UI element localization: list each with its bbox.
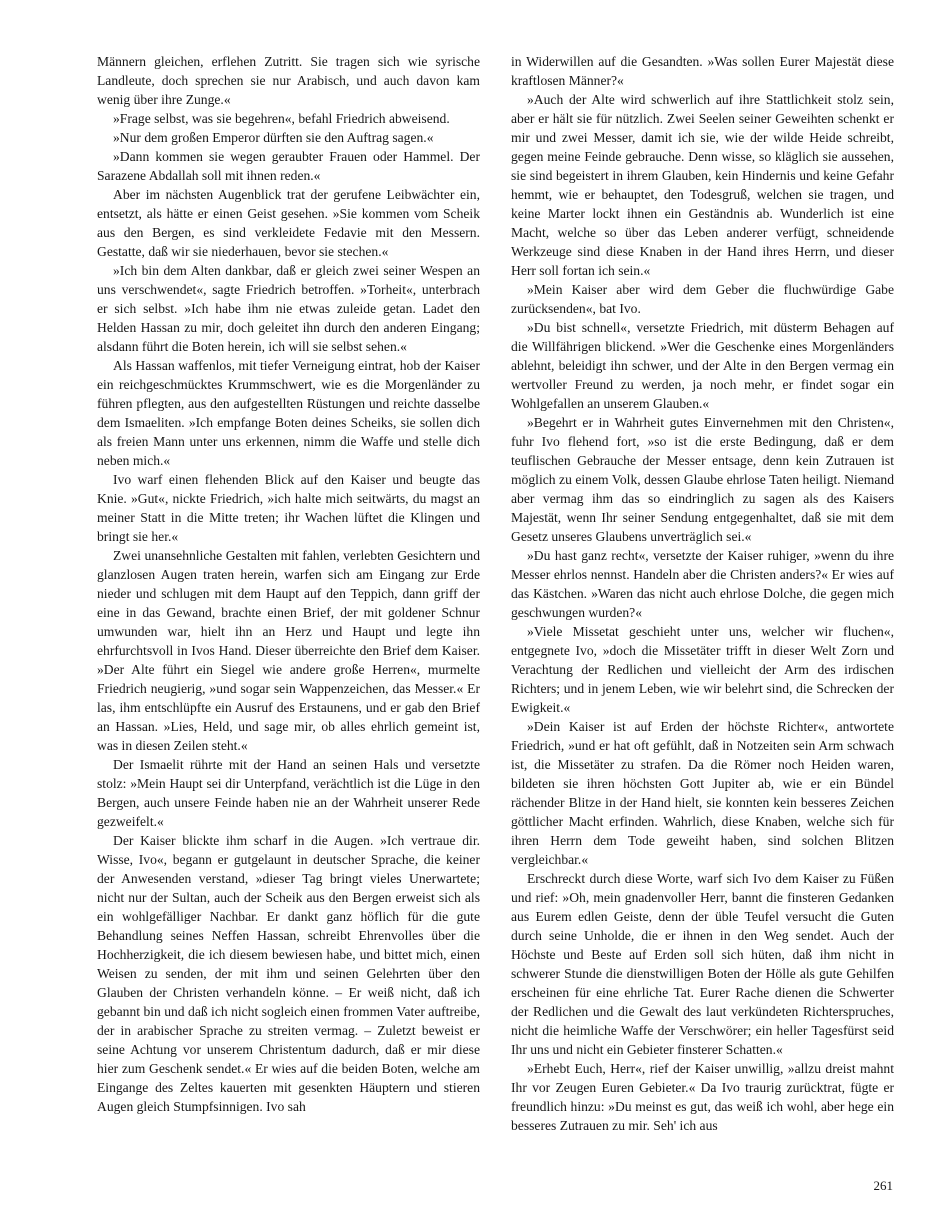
paragraph: »Frage selbst, was sie begehren«, befahl Friedrich abweisend. — [113, 111, 450, 126]
paragraph: »Viele Missetat geschieht unter uns, welcher wir fluchen«, entgegnete Ivo, »doch die Missetäter trifft in dieser Welt Zorn und Verachtung der Redlichen und vielleicht der Arm des irdischen Richters; und in jenem Leben, wie wir belehrt sind, die Schrecken der Ewigkeit.« — [511, 624, 894, 715]
paragraph: »Du bist schnell«, versetzte Friedrich, mit düsterm Behagen auf die Willfährigen blickend. »Wer die Geschenke eines Morgenländers ablehnt, beleidigt ihn schwer, und der Alte in den Bergen vermag ein wertvoller Freund zu werden, ja noch mehr, er findet sogar ein Wohlgefallen an unserem Glauben.« — [511, 320, 894, 411]
paragraph: Erschreckt durch diese Worte, warf sich Ivo dem Kaiser zu Füßen und rief: »Oh, mein gnadenvoller Herr, bannt die finsteren Gedanken aus Eurem edlen Geiste, denn der üble Teufel versucht die Guten durch seine Unholde, die er ihnen in den Weg sendet. Auch der Höchste und Beste auf Erden soll sich hüten, daß ihm nicht in schwerer Stunde die dienstwilligen Boten der Hölle als gute Gehilfen erscheinen für eine ehrliche Tat. Eurer Rache dienen die Schwerter der Redlichen und die Gewalt des laut verkündeten Richterspruches, nicht die heimliche Waffe der Verschwörer; ein heller Tagesfürst seid Ihr uns und nicht ein Gebieter finsterer Schatten.« — [511, 871, 894, 1057]
paragraph: »Dein Kaiser ist auf Erden der höchste Richter«, antwortete Friedrich, »und er hat oft gefühlt, daß in Notzeiten sein Arm schwach ist, die Missetäter zu strafen. Da die Römer noch Heiden waren, bildeten sie ihren höchsten Gott Jupiter ab, wie er ein Bündel rächender Blitze in der Hand hielt, sie konnten kein besseres Zeichen göttlicher Macht erfinden. Wahrlich, diese Knaben, welche sich für ihren Herrn dem Tode geweiht haben, sind solchen Blitzen vergleichbar.« — [511, 719, 894, 867]
paragraph: »Erhebt Euch, Herr«, rief der Kaiser unwillig, »allzu dreist mahnt Ihr vor Zeugen Euren Gebieter.« Da Ivo traurig zurücktrat, fügte er freundlich hinzu: »Du meinst es gut, das weiß ich wohl, aber hege ein besseres Zutrauen zu mir. Seh' ich aus — [511, 1061, 894, 1133]
paragraph: in Widerwillen auf die Gesandten. »Was sollen Eurer Majestät diese kraftlosen Männer?« — [511, 54, 894, 88]
paragraph: Als Hassan waffenlos, mit tiefer Verneigung eintrat, hob der Kaiser ein reichgeschmücktes Krummschwert, wie es die Morgenländer zu führen pflegten, aus den aufgestellten Rüstungen und reichte dasselbe dem Ismaeliten. »Ich empfange Boten deines Scheiks, sie sollen dich als freien Mann unter uns erkennen, nimm die Waffe und stelle dich neben mich.« — [97, 358, 480, 468]
paragraph: »Nur dem großen Emperor dürften sie den Auftrag sagen.« — [113, 130, 434, 145]
text-column-right — [511, 52, 894, 1135]
text-column-left — [97, 52, 480, 1135]
paragraph: Männern gleichen, erflehen Zutritt. Sie tragen sich wie syrische Landleute, doch sprechen sie nur Arabisch, und auch davon kam wenig über ihre Zunge.« — [97, 54, 480, 107]
page-number: 261 — [873, 1178, 893, 1193]
paragraph: Zwei unansehnliche Gestalten mit fahlen, verlebten Gesichtern und glanzlosen Augen traten herein, warfen sich am Eingang zur Erde nieder und schlugen mit dem Haupt auf den Teppich, dann griff der eine in das Gewand, brachte einen Brief, der mit goldener Schnur umwunden war, hielt ihn an Herz und Haupt und legte ihn ehrfurchtsvoll in Ivos Hand. Dieser überreichte den Brief dem Kaiser. »Der Alte führt ein Siegel wie andere große Herren«, murmelte Friedrich neugierig, »und sogar sein Wappenzeichen, das Messer.« Er las, ihm entschlüpfte ein Ausruf des Erstaunens, und er gab den Brief an Hassan. »Lies, Held, und sage mir, ob alles ehrlich gemeint ist, was in diesen Zeilen steht.« — [97, 548, 480, 753]
text-columns — [97, 52, 893, 1135]
paragraph: Der Kaiser blickte ihm scharf in die Augen. »Ich vertraue dir. Wisse, Ivo«, begann er gutgelaunt in deutscher Sprache, die keiner der Anwesenden verstand, »dieser Tag bringt vieles Unerwartete; nicht nur der Sultan, auch der Scheik aus den Bergen erweist sich als ein wohlgefälliger Nachbar. Er dankt ganz höflich für die gute Behandlung seines Neffen Hassan, schreibt Ehrenvolles über die Hochherzigkeit, die ich diesem bewiesen habe, und bittet mich, einen Weisen zu senden, der mit ihm und seinen Gelehrten über den Glauben der Christen verhandeln könne. – Er weiß nicht, daß ich gebannt bin und daß ich nicht sogleich einen frommen Vater auftreibe, der in arabischer Sprache zu streiten vermag. – Zuletzt beweist er seine Achtung vor unserem Christentum dadurch, daß er mir diese hier zum Geschenk sendet.« Er wies auf die beiden Boten, welche am Eingange des Zeltes kauerten mit gesenkten Häuptern und stieren Augen gleich Stumpfsinnigen. Ivo sah — [97, 833, 480, 1114]
paragraph: Ivo warf einen flehenden Blick auf den Kaiser und beugte das Knie. »Gut«, nickte Friedrich, »ich halte mich seitwärts, du magst an meiner Statt in die Mitte treten; ihr Wachen lüftet die Klingen und bringt sie her.« — [97, 472, 480, 544]
paragraph: »Dann kommen sie wegen geraubter Frauen oder Hammel. Der Sarazene Abdallah soll mit ihnen reden.« — [97, 149, 480, 183]
paragraph: Aber im nächsten Augenblick trat der gerufene Leibwächter ein, entsetzt, als hätte er einen Geist gesehen. »Sie kommen vom Scheik aus den Bergen, es sind verkleidete Fedavie mit den Messern. Gestatte, daß wir sie niederhauen, bevor sie stechen.« — [97, 187, 480, 259]
paragraph: »Ich bin dem Alten dankbar, daß er gleich zwei seiner Wespen an uns verschwendet«, sagte Friedrich betroffen. »Torheit«, unterbrach er sich selbst. »Ich habe ihm nie etwas zuleide getan. Ladet den Helden Hassan zu mir, doch geleitet ihn durch den anderen Eingang; alsdann führt die Boten herein, ich will sie selbst sehen.« — [97, 263, 480, 354]
paragraph: Der Ismaelit rührte mit der Hand an seinen Hals und versetzte stolz: »Mein Haupt sei dir Unterpfand, verächtlich ist die Lüge in den Bergen, auch unsere Feinde haben nie an der Wahrheit unserer Rede gezweifelt.« — [97, 757, 480, 829]
paragraph: »Du hast ganz recht«, versetzte der Kaiser ruhiger, »wenn du ihre Messer ehrlos nennst. Handeln aber die Christen anders?« Er wies auf das Kästchen. »Waren das nicht auch ehrlose Dolche, die gegen mich geschwungen wurden?« — [511, 548, 894, 620]
paragraph: »Auch der Alte wird schwerlich auf ihre Stattlichkeit stolz sein, aber er hält sie für nützlich. Zwei Seelen seiner Geweihten schenkt er mir und zwei Messer, damit ich sie, wie der wilde Heide schreibt, gegen meine Feinde gebrauche. Denn wisse, so kläglich sie aussehen, sie sind begeistert in ihrem Glauben, kein Hindernis und keine Gefahr hemmt, wie er behauptet, den Todesgruß, welchen sie tragen, und keine Marter lockt ihnen ein Geständnis ab. Wunderlich ist eine Macht, welche so über das Leben anderer verfügt, schneidende Werkzeuge sind diese Knaben in der Hand ihres Herrn, und dieser Herr soll fortan ich sein.« — [511, 92, 894, 278]
paragraph: »Mein Kaiser aber wird dem Geber die fluchwürdige Gabe zurücksenden«, bat Ivo. — [511, 282, 894, 316]
paragraph: »Begehrt er in Wahrheit gutes Einvernehmen mit den Christen«, fuhr Ivo flehend fort, »so ist die erste Bedingung, daß er dem teuflischen Gebrauche der Messer entsage, denn kein Zutrauen ist möglich zu einem Volk, dessen Glaube ehrlose Taten heiligt. Niemand aber vermag ihm das so eindringlich zu sagen als des Kaisers Majestät, wenn Ihr seiner Sendung entgegenhaltet, daß sie mit dem Gesetz unseres Glaubens unverträglich sei.« — [511, 415, 894, 544]
